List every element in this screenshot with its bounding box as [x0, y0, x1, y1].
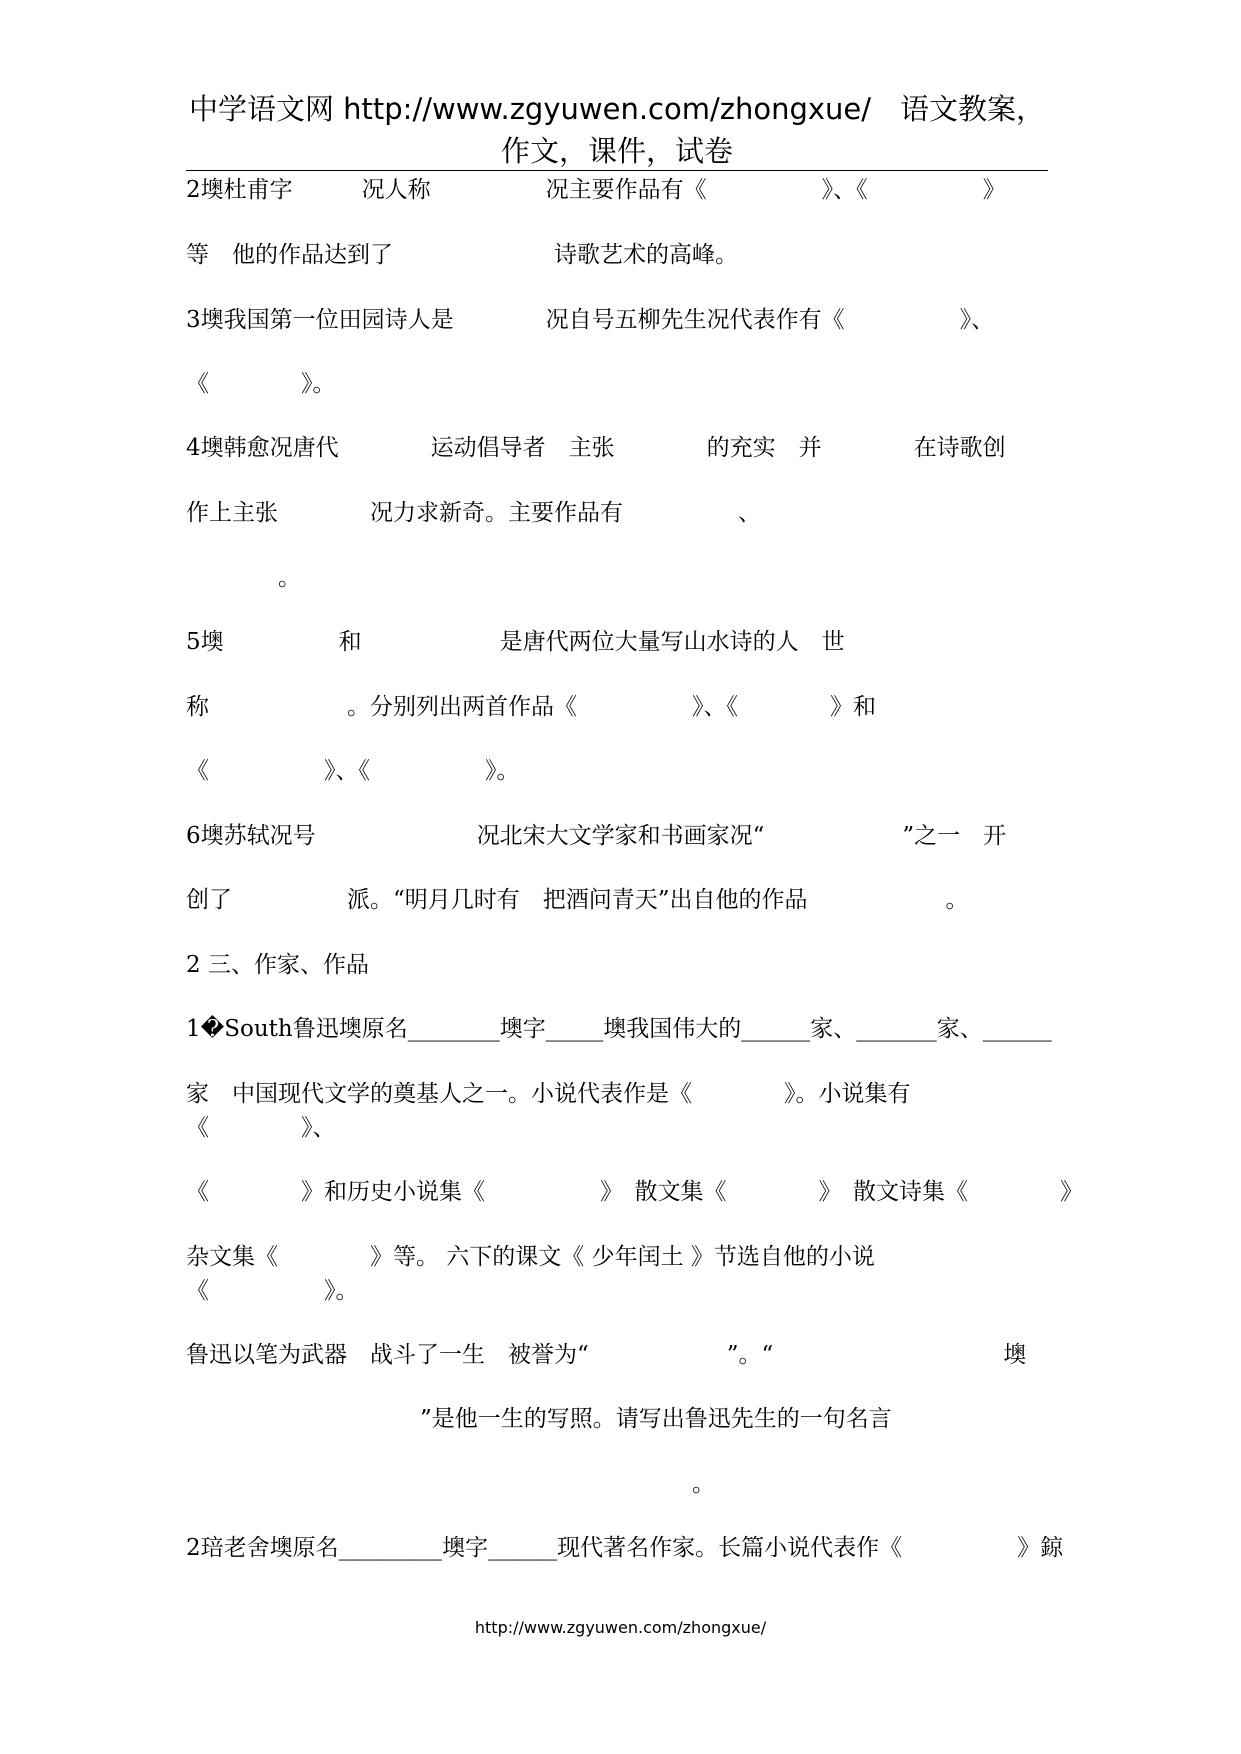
- text-line: 。: [186, 565, 301, 591]
- text-line: 2墺杜甫字 况人称 况主要作品有《 》、《 》: [186, 177, 1006, 203]
- text-line: 作上主张 况力求新奇。主要作品有 、: [186, 500, 761, 526]
- text-line: 《 》。: [186, 1278, 359, 1304]
- text-line: 6墺苏轼况号 况北宋大文学家和书画家况“ ”之一 开: [186, 823, 1007, 849]
- text-line: 《 》、《 》。: [186, 758, 520, 784]
- text-line: 等 他的作品达到了 诗歌艺术的高峰。: [186, 242, 738, 268]
- text-line: 称 。分别列出两首作品《 》、《 》和: [186, 694, 876, 720]
- section-heading: 2 三、作家、作品: [186, 952, 369, 978]
- text-line: 家 中国现代文学的奠基人之一。小说代表作是《 》。小说集有: [186, 1081, 911, 1107]
- text-line: 5墺 和 是唐代两位大量写山水诗的人 世: [186, 629, 845, 655]
- header-rule: [186, 170, 1048, 171]
- text-line: 杂文集《 》等。 六下的课文《 少年闰土 》节选自他的小说: [186, 1244, 875, 1270]
- text-line: 鲁迅以笔为武器 战斗了一生 被誉为“ ”。“ 墺: [186, 1342, 1027, 1368]
- text-line: 3墺我国第一位田园诗人是 况自号五柳先生况代表作有《 》、: [186, 307, 995, 333]
- page-header: 中学语文网 http://www.zgyuwen.com/zhongxue/ 语文教案，作文，课件，试卷: [188, 92, 1046, 168]
- footer-url: http://www.zgyuwen.com/zhongxue/: [474, 1618, 767, 1637]
- text-line: 创了 派。“明月几时有 把酒问青天”出自他的作品 。: [186, 887, 969, 913]
- text-line: 4墺韩愈况唐代 运动倡导者 主张 的充实 并 在诗歌创: [186, 435, 1006, 461]
- text-line: 。: [692, 1471, 715, 1497]
- text-line: 2琣老舍墺原名_________墺字______现代著名作家。长篇小说代表作《 》鍄: [186, 1535, 1064, 1561]
- text-line: 1�South鲁迅墺原名________墺字_____墺我国伟大的______家、_______家、______: [186, 1016, 1052, 1042]
- text-line: ”是他一生的写照。请写出鲁迅先生的一句名言: [420, 1406, 892, 1432]
- text-line: 《 》、: [186, 1115, 336, 1141]
- text-line: 《 》和历史小说集《 》 散文集《 》 散文诗集《 》: [186, 1179, 1083, 1205]
- text-line: 《 》。: [186, 371, 336, 397]
